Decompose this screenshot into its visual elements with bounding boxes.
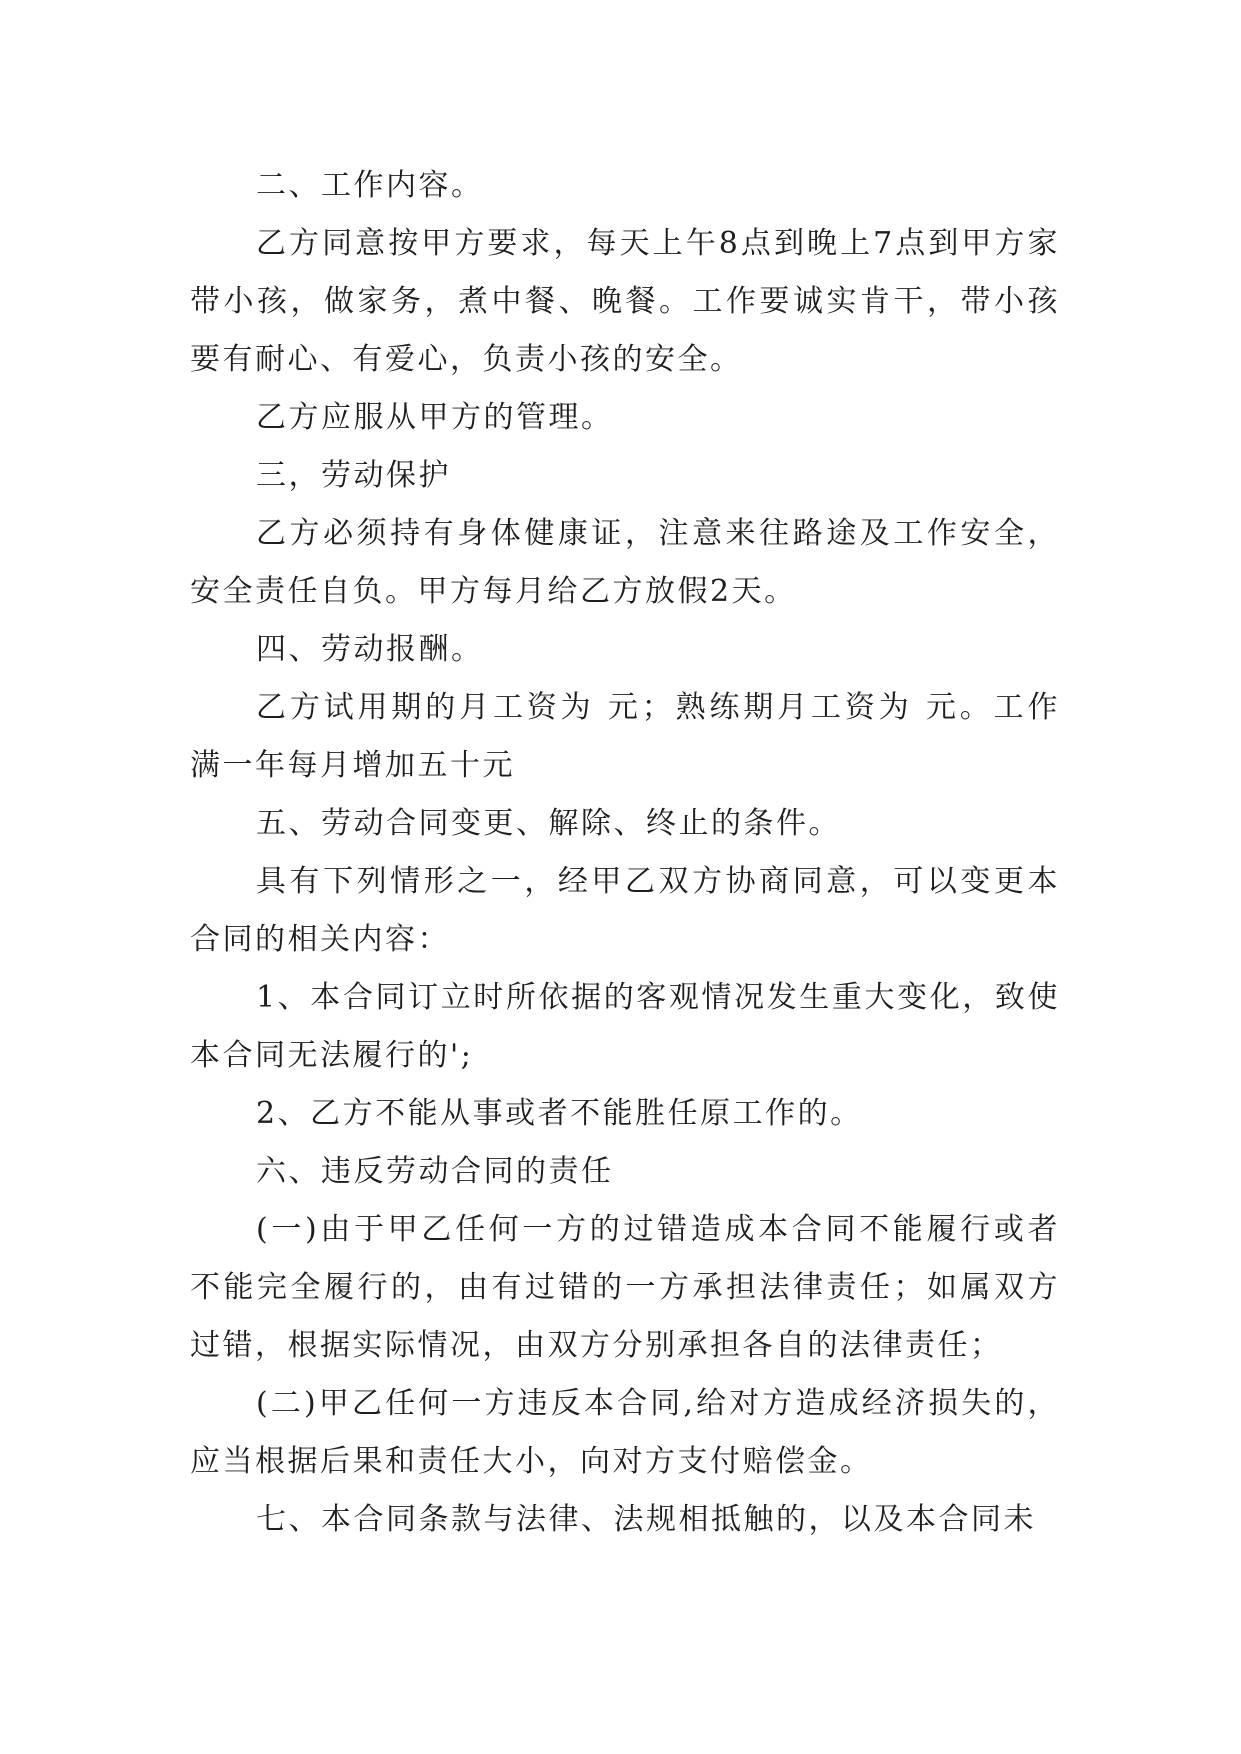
- section-heading-labor-protection: 三，劳动保护: [256, 458, 451, 493]
- paragraph-health-certificate: 乙方必须持有身体健康证，注意来往路途及工作安全，安全责任自负。甲方每月给乙方放假2天。: [190, 516, 1060, 609]
- list-item-liability-1: (一)由于甲乙任何一方的过错造成本合同不能履行或者不能完全履行的，由有过错的一方承担法律责任；如属双方过错，根据实际情况，由双方分别承担各自的法律责任；: [190, 1212, 1060, 1363]
- paragraph-management: 乙方应服从甲方的管理。: [256, 400, 614, 435]
- list-item-condition-2: 2、乙方不能从事或者不能胜任原工作的。: [256, 1096, 863, 1131]
- section-heading-breach-liability: 六、违反劳动合同的责任: [256, 1154, 614, 1189]
- document-body: [190, 157, 1060, 1549]
- section-heading-work-content: 二、工作内容。: [256, 168, 484, 203]
- list-item-condition-1: 1、本合同订立时所依据的客观情况发生重大变化，致使本合同无法履行的';: [190, 980, 1060, 1073]
- list-item-liability-2: (二)甲乙任何一方违反本合同,给对方造成经济损失的，应当根据后果和责任大小，向对方支付赔偿金。: [190, 1386, 1060, 1479]
- paragraph-salary: 乙方试用期的月工资为 元；熟练期月工资为 元。工作满一年每月增加五十元: [190, 690, 1060, 783]
- section-heading-contract-change: 五、劳动合同变更、解除、终止的条件。: [256, 806, 841, 841]
- paragraph-change-conditions: 具有下列情形之一，经甲乙双方协商同意，可以变更本合同的相关内容：: [190, 864, 1060, 957]
- section-heading-remuneration: 四、劳动报酬。: [256, 632, 484, 667]
- section-heading-conflict-with-law: 七、本合同条款与法律、法规相抵触的，以及本合同未: [256, 1502, 1036, 1537]
- paragraph-work-schedule: 乙方同意按甲方要求，每天上午8点到晚上7点到甲方家带小孩，做家务，煮中餐、晚餐。工作要诚实肯干，带小孩要有耐心、有爱心，负责小孩的安全。: [190, 226, 1060, 377]
